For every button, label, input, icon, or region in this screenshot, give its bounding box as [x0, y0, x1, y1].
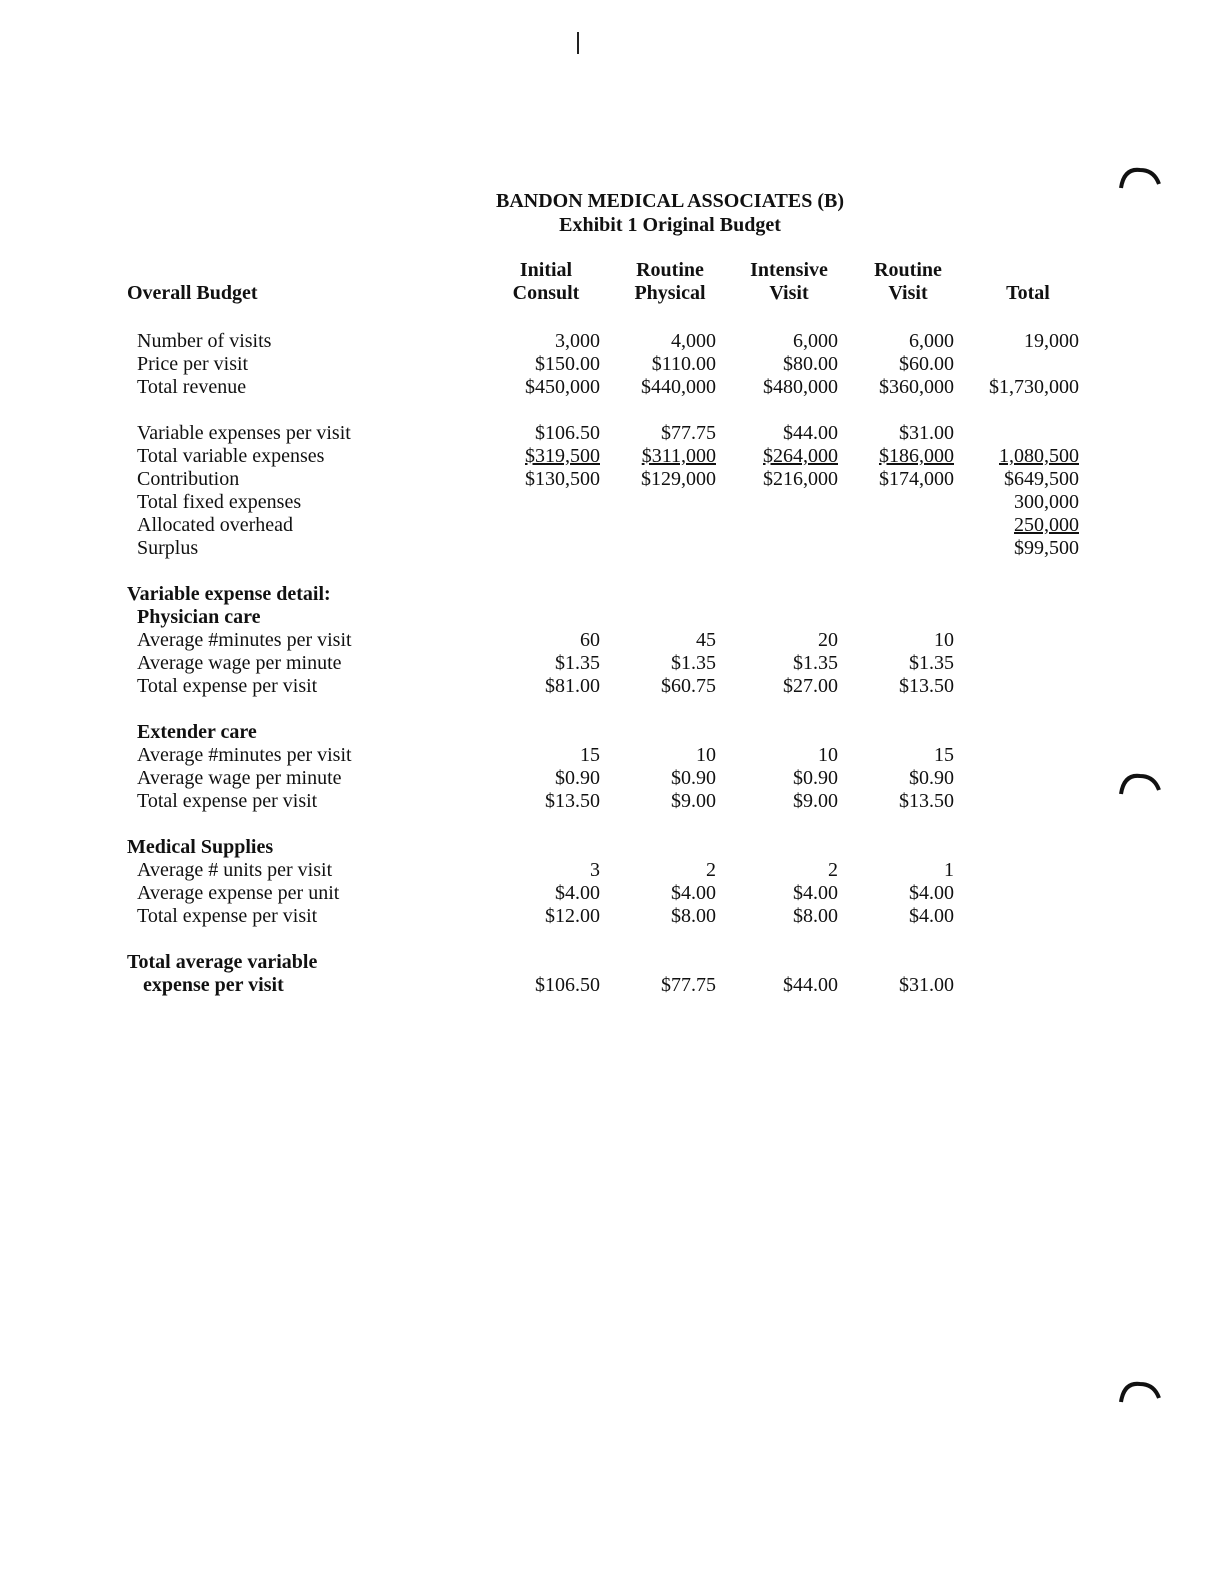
binder-hole-mark [1118, 1374, 1162, 1404]
cell-value: $110.00 [651, 353, 716, 375]
cell-value: 250,000 [1014, 514, 1079, 536]
cell-value: 10 [818, 744, 838, 766]
row-label: Physician care [137, 606, 261, 628]
cell-value: $13.50 [899, 675, 954, 697]
section-heading-row [0, 721, 1222, 744]
row-label: Average #minutes per visit [137, 744, 352, 766]
row-label: Average # units per visit [137, 859, 333, 881]
cell-value: $31.00 [899, 422, 954, 444]
cell-value: $1.35 [793, 652, 838, 674]
column-header: Physical [634, 282, 706, 304]
row-label: Total fixed expenses [137, 491, 302, 513]
cell-value: $480,000 [763, 376, 838, 398]
cell-value: $311,000 [641, 445, 716, 467]
column-header: Visit [888, 282, 928, 304]
cell-value: $130,500 [525, 468, 600, 490]
cell-value: $1.35 [671, 652, 716, 674]
cell-value: $106.50 [535, 422, 600, 444]
column-header: Intensive [750, 259, 828, 281]
table-row [0, 790, 1222, 813]
cell-value: $264,000 [763, 445, 838, 467]
table-row [0, 491, 1222, 514]
cell-value: $44.00 [783, 422, 838, 444]
section-heading-row [0, 606, 1222, 629]
row-label: Average wage per minute [137, 652, 342, 674]
row-label: Contribution [137, 468, 240, 490]
cell-value: 45 [696, 629, 716, 651]
table-row [0, 859, 1222, 882]
cell-value: $4.00 [555, 882, 600, 904]
column-header: Consult [512, 282, 580, 304]
table-row [0, 514, 1222, 537]
cell-value: $1.35 [555, 652, 600, 674]
cell-value: $216,000 [763, 468, 838, 490]
cell-value: $1,730,000 [989, 376, 1079, 398]
cell-value: $1.35 [909, 652, 954, 674]
cell-value: $174,000 [879, 468, 954, 490]
row-label: Total expense per visit [137, 905, 318, 927]
cell-value: $129,000 [641, 468, 716, 490]
row-label: Extender care [137, 721, 257, 743]
cell-value: 300,000 [1014, 491, 1079, 513]
column-header: Routine [636, 259, 704, 281]
cell-value: 60 [580, 629, 600, 651]
row-label: Average expense per unit [137, 882, 340, 904]
cell-value: $0.90 [793, 767, 838, 789]
row-label: Total variable expenses [137, 445, 325, 467]
cell-value: $8.00 [793, 905, 838, 927]
cell-value: $13.50 [545, 790, 600, 812]
cell-value: $12.00 [545, 905, 600, 927]
cell-value: $4.00 [909, 882, 954, 904]
cell-value: 2 [828, 859, 838, 881]
binder-hole-mark [1118, 766, 1162, 796]
table-row [0, 744, 1222, 767]
cell-value: $27.00 [783, 675, 838, 697]
row-label: expense per visit [143, 974, 284, 996]
row-label: Total average variable [127, 951, 318, 973]
table-row [0, 767, 1222, 790]
cell-value: 2 [706, 859, 716, 881]
row-label: Allocated overhead [137, 514, 294, 536]
cell-value: $0.90 [555, 767, 600, 789]
cell-value: 4,000 [671, 330, 716, 352]
cell-value: 1,080,500 [999, 445, 1079, 467]
cell-value: 3,000 [555, 330, 600, 352]
scan-mark [577, 32, 579, 54]
table-row [0, 330, 1222, 353]
cell-value: 6,000 [793, 330, 838, 352]
section-heading-row [0, 836, 1222, 859]
cell-value: 20 [818, 629, 838, 651]
cell-value: $4.00 [909, 905, 954, 927]
row-label: Total expense per visit [137, 675, 318, 697]
column-header: Routine [874, 259, 942, 281]
cell-value: $99,500 [1014, 537, 1079, 559]
cell-value: $4.00 [793, 882, 838, 904]
cell-value: $0.90 [909, 767, 954, 789]
row-label: Medical Supplies [127, 836, 274, 858]
row-label: Variable expenses per visit [137, 422, 351, 444]
section-heading-row [0, 583, 1222, 606]
section-heading-row [0, 951, 1222, 974]
cell-value: $60.75 [661, 675, 716, 697]
document-title: BANDON MEDICAL ASSOCIATES (B) [495, 190, 845, 212]
row-label: Total revenue [137, 376, 247, 398]
cell-value: 10 [934, 629, 954, 651]
cell-value: $8.00 [671, 905, 716, 927]
cell-value: 15 [934, 744, 954, 766]
cell-value: $44.00 [783, 974, 838, 996]
binder-hole-mark [1118, 160, 1162, 190]
cell-value: 6,000 [909, 330, 954, 352]
cell-value: $13.50 [899, 790, 954, 812]
table-row [0, 376, 1222, 399]
table-row [0, 882, 1222, 905]
table-row [0, 353, 1222, 376]
table-row [0, 468, 1222, 491]
cell-value: 1 [944, 859, 954, 881]
cell-value: $450,000 [525, 376, 600, 398]
cell-value: $81.00 [545, 675, 600, 697]
table-row [0, 905, 1222, 928]
row-label: Price per visit [137, 353, 249, 375]
cell-value: $440,000 [641, 376, 716, 398]
cell-value: $4.00 [671, 882, 716, 904]
cell-value: 3 [590, 859, 600, 881]
cell-value: $31.00 [899, 974, 954, 996]
cell-value: $77.75 [661, 422, 716, 444]
table-row [0, 652, 1222, 675]
cell-value: 19,000 [1024, 330, 1079, 352]
column-header: Visit [769, 282, 809, 304]
table-row [0, 445, 1222, 468]
cell-value: $106.50 [535, 974, 600, 996]
cell-value: $186,000 [879, 445, 954, 467]
cell-value: $77.75 [661, 974, 716, 996]
cell-value: $649,500 [1004, 468, 1079, 490]
cell-value: $60.00 [899, 353, 954, 375]
row-label: Total expense per visit [137, 790, 318, 812]
table-row [0, 422, 1222, 445]
table-row [0, 629, 1222, 652]
cell-value: $319,500 [525, 445, 600, 467]
overall-budget-heading: Overall Budget [127, 282, 258, 304]
cell-value: 15 [580, 744, 600, 766]
cell-value: 10 [696, 744, 716, 766]
cell-value: $360,000 [879, 376, 954, 398]
table-row [0, 537, 1222, 560]
cell-value: $9.00 [793, 790, 838, 812]
cell-value: $150.00 [535, 353, 600, 375]
cell-value: $9.00 [671, 790, 716, 812]
column-header: Total [1006, 282, 1050, 304]
table-row [0, 675, 1222, 698]
row-label: Average #minutes per visit [137, 629, 352, 651]
cell-value: $0.90 [671, 767, 716, 789]
column-header: Initial [519, 259, 573, 281]
row-label: Surplus [137, 537, 199, 559]
row-label: Variable expense detail: [127, 583, 331, 605]
row-label: Number of visits [137, 330, 272, 352]
section-heading-row [0, 974, 1222, 997]
row-label: Average wage per minute [137, 767, 342, 789]
cell-value: $80.00 [783, 353, 838, 375]
exhibit-subtitle: Exhibit 1 Original Budget [559, 214, 781, 236]
